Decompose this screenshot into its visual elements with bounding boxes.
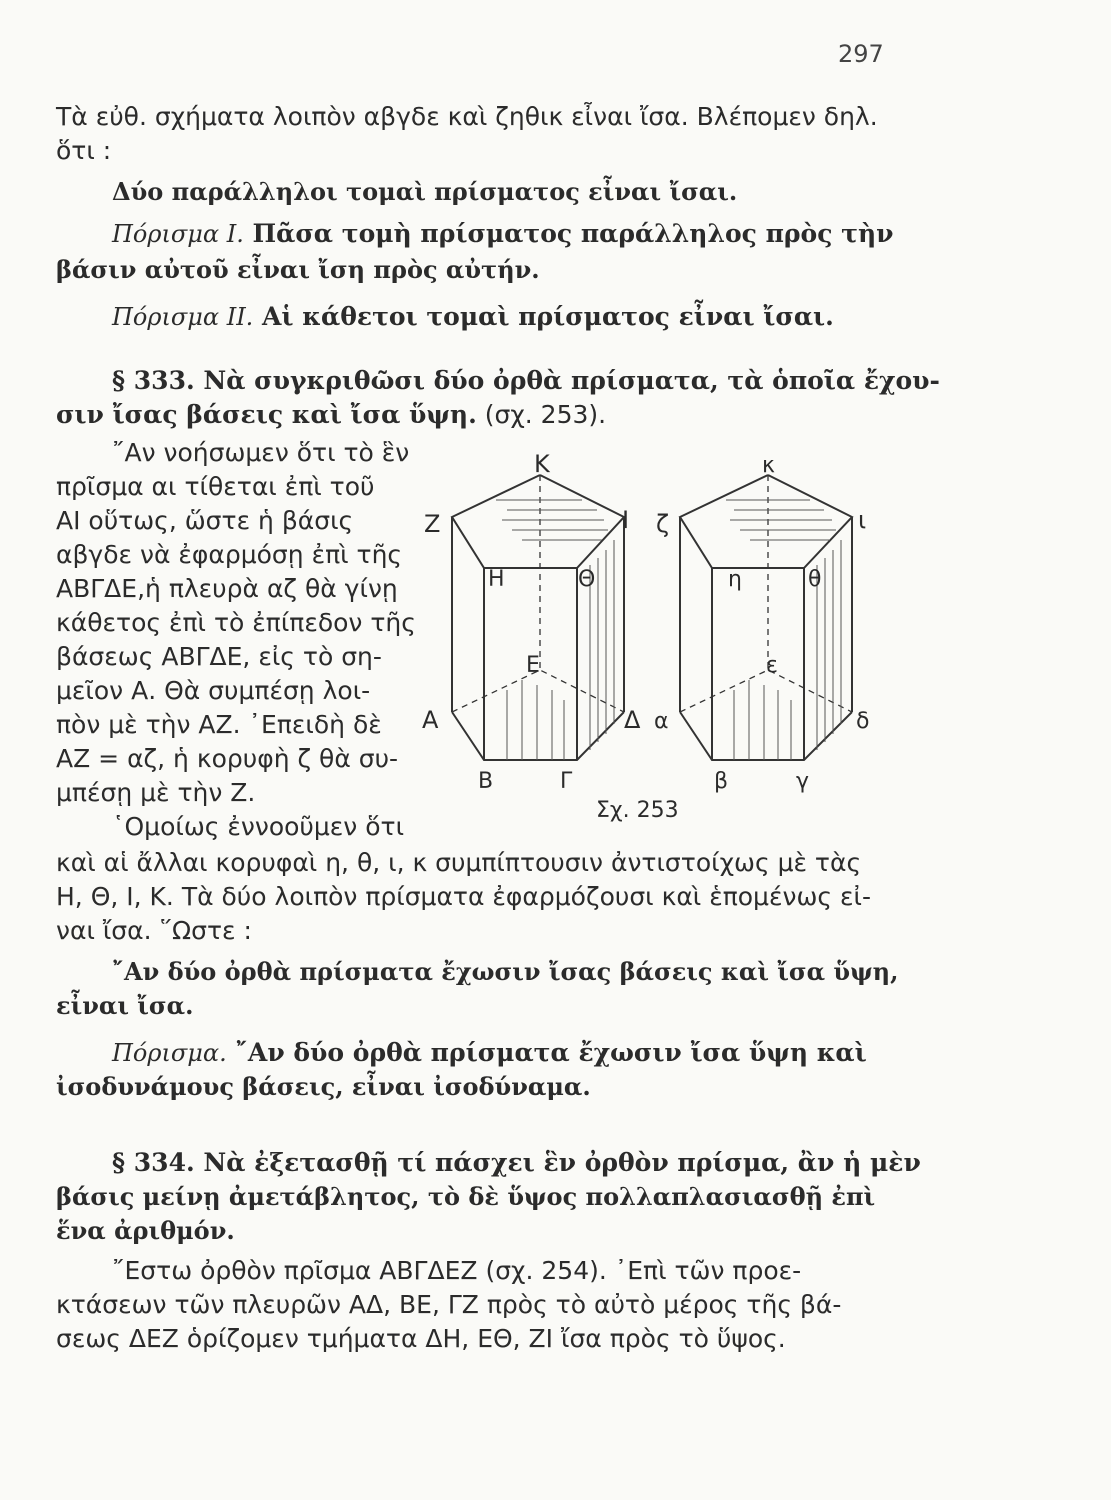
figure-label: β: [714, 769, 729, 794]
section-title: Νὰ συγκριθῶσι δύο ὀρθὰ πρίσματα, τὰ ὁποῖα ἔχου-: [194, 366, 940, 395]
figure-label: ε: [766, 653, 778, 678]
figure-label: Κ: [534, 450, 550, 478]
figure-label: γ: [796, 769, 810, 794]
body-line: ῾Ομοίως ἐννοοῦμεν ὅτι: [112, 812, 405, 841]
corollary-line: [112, 217, 1111, 251]
figure-label: Ε: [526, 653, 540, 678]
corollary-label: Πόρισμα Ι.: [112, 220, 244, 248]
body-line: πὸν μὲ τὴν ΑΖ. ᾿Επειδὴ δὲ: [56, 710, 382, 739]
right-prism-hatching: [726, 500, 841, 760]
body-line: ΑΒΓΔΕ,ἡ πλευρὰ αζ θὰ γίνῃ: [56, 574, 398, 603]
theorem-statement: Δύο παράλληλοι τομαὶ πρίσματος εἶναι ἴσαι.: [112, 177, 738, 206]
figure-label: δ: [856, 709, 870, 734]
figure-caption: Σχ. 253: [596, 798, 679, 823]
prism-figure: [412, 440, 902, 800]
figure-label: Γ: [560, 769, 573, 794]
figure-label: κ: [762, 453, 775, 478]
figure-label: Δ: [624, 706, 641, 734]
body-line: μεῖον Α. Θὰ συμπέσῃ λοι-: [56, 676, 371, 705]
figure-label: Η: [488, 567, 505, 592]
figure-label: Ζ: [424, 510, 441, 538]
section-title: Νὰ ἐξετασθῇ τί πάσχει ἓν ὀρθὸν πρίσμα, ἂν ἡ μὲν: [194, 1148, 921, 1177]
section-heading-line: [112, 1146, 1111, 1180]
body-line: μπέσῃ μὲ τὴν Ζ.: [56, 778, 256, 807]
body-line: σεως ΔΕΖ ὁρίζομεν τμήματα ΔΗ, ΕΘ, ΖΙ ἴσα πρὸς τὸ ὕψος.: [56, 1324, 786, 1353]
figure-label: η: [728, 567, 742, 592]
figure-label: Ι: [622, 506, 630, 534]
section-heading-line: βάσις μείνῃ ἀμετάβλητος, τὸ δὲ ὕψος πολλαπλασιασθῇ ἐπὶ: [56, 1182, 876, 1211]
figure-label: Α: [422, 706, 439, 734]
corollary-label: Πόρισμα.: [112, 1039, 227, 1067]
theorem-statement: ῎Αν δύο ὀρθὰ πρίσματα ἔχωσιν ἴσας βάσεις καὶ ἴσα ὕψη,: [112, 957, 899, 986]
figure-label: θ: [808, 567, 822, 592]
body-line: αβγδε νὰ ἐφαρμόσῃ ἐπὶ τῆς: [56, 540, 403, 569]
corollary-line: ἰσοδυνάμους βάσεις, εἶναι ἰσοδύναμα.: [56, 1072, 591, 1101]
body-line: ῎Αν νοήσωμεν ὅτι τὸ ἓν: [112, 438, 410, 467]
section-title: σιν ἴσας βάσεις καὶ ἴσα ὕψη.: [56, 400, 477, 429]
section-heading-line: ἕνα ἀριθμόν.: [56, 1216, 235, 1245]
page-number: 297: [838, 40, 884, 68]
body-line: ΑΖ = αζ, ἡ κορυφὴ ζ θὰ συ-: [56, 744, 399, 773]
section-number: § 334.: [112, 1148, 195, 1177]
body-line: βάσεως ΑΒΓΔΕ, εἰς τὸ ση-: [56, 642, 382, 671]
body-line: πρῖσμα αι τίθεται ἐπὶ τοῦ: [56, 472, 375, 501]
corollary-line: [112, 1036, 1111, 1070]
figure-label: Θ: [578, 567, 596, 592]
body-line: κτάσεων τῶν πλευρῶν ΑΔ, ΒΕ, ΓΖ πρὸς τὸ αὐτὸ μέρος τῆς βά-: [56, 1290, 842, 1319]
body-line: Η, Θ, Ι, Κ. Τὰ δύο λοιπὸν πρίσματα ἐφαρμόζουσι καὶ ἑπομένως εἰ-: [56, 882, 871, 911]
left-prism-hatching: [496, 500, 614, 760]
corollary-line: [112, 300, 1111, 334]
section-heading-line: [56, 398, 1056, 432]
corollary-label: Πόρισμα ΙΙ.: [112, 303, 254, 331]
figure-label: ζ: [656, 510, 670, 538]
paragraph-line: ὅτι :: [56, 136, 112, 165]
figure-label: α: [654, 709, 669, 734]
body-line: ῎Εστω ὀρθὸν πρῖσμα ΑΒΓΔΕΖ (σχ. 254). ᾿Επὶ τῶν προε-: [112, 1256, 802, 1285]
section-number: § 333.: [112, 366, 195, 395]
body-line: ναι ἴσα. ῞Ωστε :: [56, 916, 252, 945]
theorem-statement: εἶναι ἴσα.: [56, 991, 194, 1020]
body-line: καὶ αἱ ἄλλαι κορυφαὶ η, θ, ι, κ συμπίπτουσιν ἀντιστοίχως μὲ τὰς: [56, 848, 862, 877]
figure-label: Β: [478, 769, 494, 794]
paragraph-line: Τὰ εὐθ. σχήματα λοιπὸν αβγδε καὶ ζηθικ εἶναι ἴσα. Βλέπομεν δηλ.: [56, 102, 878, 131]
figure-label: ι: [858, 506, 867, 534]
right-prism: [680, 475, 852, 760]
section-heading-line: [112, 364, 1111, 398]
corollary-text: Αἱ κάθετοι τομαὶ πρίσματος εἶναι ἴσαι.: [253, 302, 834, 331]
corollary-line: βάσιν αὐτοῦ εἶναι ἴση πρὸς αὐτήν.: [56, 255, 540, 284]
body-line: ΑΙ οὕτως, ὥστε ἡ βάσις: [56, 506, 354, 535]
corollary-text: Πᾶσα τομὴ πρίσματος παράλληλος πρὸς τὴν: [243, 219, 894, 248]
corollary-text: ῎Αν δύο ὀρθὰ πρίσματα ἔχωσιν ἴσα ὕψη καὶ: [226, 1038, 867, 1067]
figure-reference: (σχ. 253).: [476, 400, 607, 429]
body-line: κάθετος ἐπὶ τὸ ἐπίπεδον τῆς: [56, 608, 416, 637]
